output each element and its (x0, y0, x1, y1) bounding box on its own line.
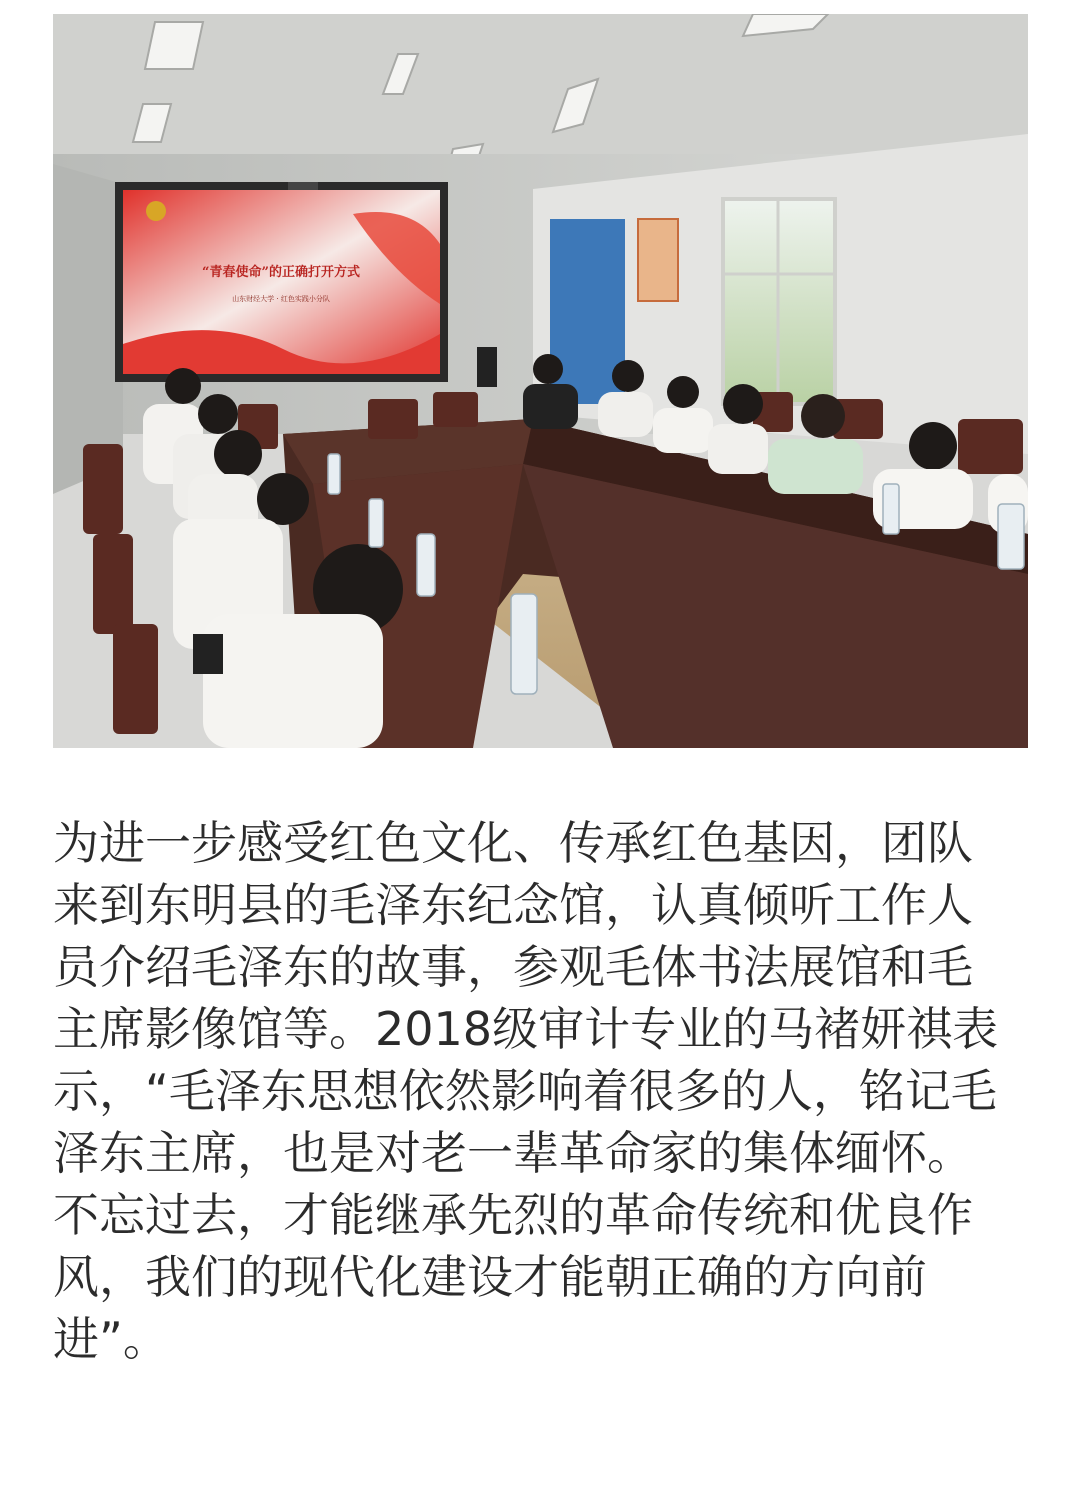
article-line: 进”。 (53, 1312, 169, 1366)
article-line: 为进一步感受红色文化、传承红色基因，团队 (53, 816, 973, 870)
article-line: 主席影像馆等。2018级审计专业的马褚妍祺表 (53, 1002, 999, 1056)
meeting-photo (53, 14, 1028, 748)
screen-title: “青春使命”的正确打开方式 (202, 265, 360, 280)
article-paragraph (53, 812, 1028, 1370)
article-line: 员介绍毛泽东的故事，参观毛体书法展馆和毛 (53, 940, 973, 994)
article-line: 来到东明县的毛泽东纪念馆，认真倾听工作人 (53, 878, 973, 932)
screen-subtitle: 山东财经大学 · 红色实践小分队 (232, 295, 330, 303)
article-line: 风，我们的现代化建设才能朝正确的方向前 (53, 1250, 927, 1304)
article-line: 泽东主席，也是对老一辈革命家的集体缅怀。 (53, 1126, 973, 1180)
article-line: 示，“毛泽东思想依然影响着很多的人，铭记毛 (53, 1064, 997, 1118)
article-line: 不忘过去，才能继承先烈的革命传统和优良作 (53, 1188, 973, 1242)
meeting-photo-illustration (53, 14, 1028, 748)
